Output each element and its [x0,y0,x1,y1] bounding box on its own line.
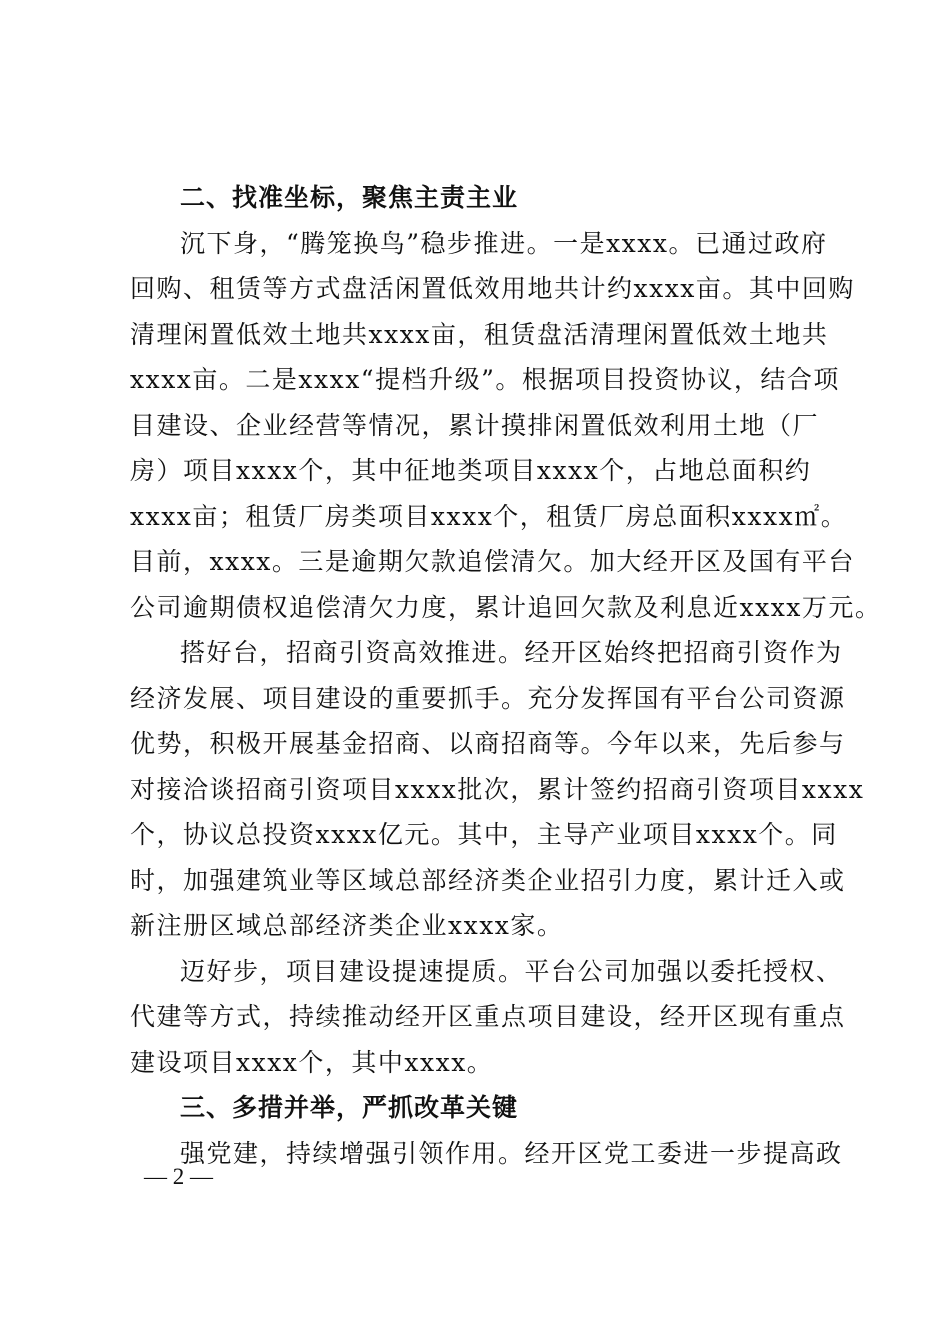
page-number: — 2 — [144,1164,213,1189]
body-text-line: 优势，积极开展基金招商、以商招商等。今年以来，先后参与 [130,729,846,758]
section-heading: 二、找准坐标，聚焦主责主业 [180,183,519,212]
body-text-line: 搭好台，招商引资高效推进。经开区始终把招商引资作为 [180,638,843,667]
body-text-line: 目前，xxxx。三是逾期欠款追偿清欠。加大经开区及国有平台 [130,547,855,576]
body-text-line: 新注册区域总部经济类企业xxxx家。 [130,911,564,940]
body-text-line: 代建等方式，持续推动经开区重点项目建设，经开区现有重点 [130,1002,846,1031]
body-text-line: 个，协议总投资xxxx亿元。其中，主导产业项目xxxx个。同 [130,820,838,849]
body-text-line: 公司逾期债权追偿清欠力度，累计追回欠款及利息近xxxx万元。 [130,592,882,622]
body-text-line: xxxx亩。二是xxxx“提档升级”。根据项目投资协议，结合项 [130,365,840,394]
body-text-line: 强党建，持续增强引领作用。经开区党工委进一步提高政 [180,1138,843,1168]
body-text-line: xxxx亩；租赁厂房类项目xxxx个，租赁厂房总面积xxxx㎡。 [130,501,848,531]
body-text-line: 房）项目xxxx个，其中征地类项目xxxx个，占地总面积约 [130,456,812,485]
section-heading: 三、多措并举，严抓改革关键 [180,1093,519,1122]
body-text-line: 回购、租赁等方式盘活闲置低效用地共计约xxxx亩。其中回购 [130,274,855,303]
body-text-line: 沉下身，“腾笼换鸟”稳步推进。一是xxxx。已通过政府 [180,228,828,258]
body-text-line: 目建设、企业经营等情况，累计摸排闲置低效利用土地（厂 [130,410,820,440]
body-text-line: 迈好步，项目建设提速提质。平台公司加强以委托授权、 [180,956,843,986]
body-text-line: 对接洽谈招商引资项目xxxx批次，累计签约招商引资项目xxxx [130,774,865,804]
body-text-line: 经济发展、项目建设的重要抓手。充分发挥国有平台公司资源 [130,683,846,713]
body-text-line: 建设项目xxxx个，其中xxxx。 [130,1047,494,1077]
document-body [130,175,882,1176]
body-text-line: 清理闲置低效土地共xxxx亩，租赁盘活清理闲置低效土地共 [130,319,829,349]
body-text-line: 时，加强建筑业等区域总部经济类企业招引力度，累计迁入或 [130,865,846,895]
